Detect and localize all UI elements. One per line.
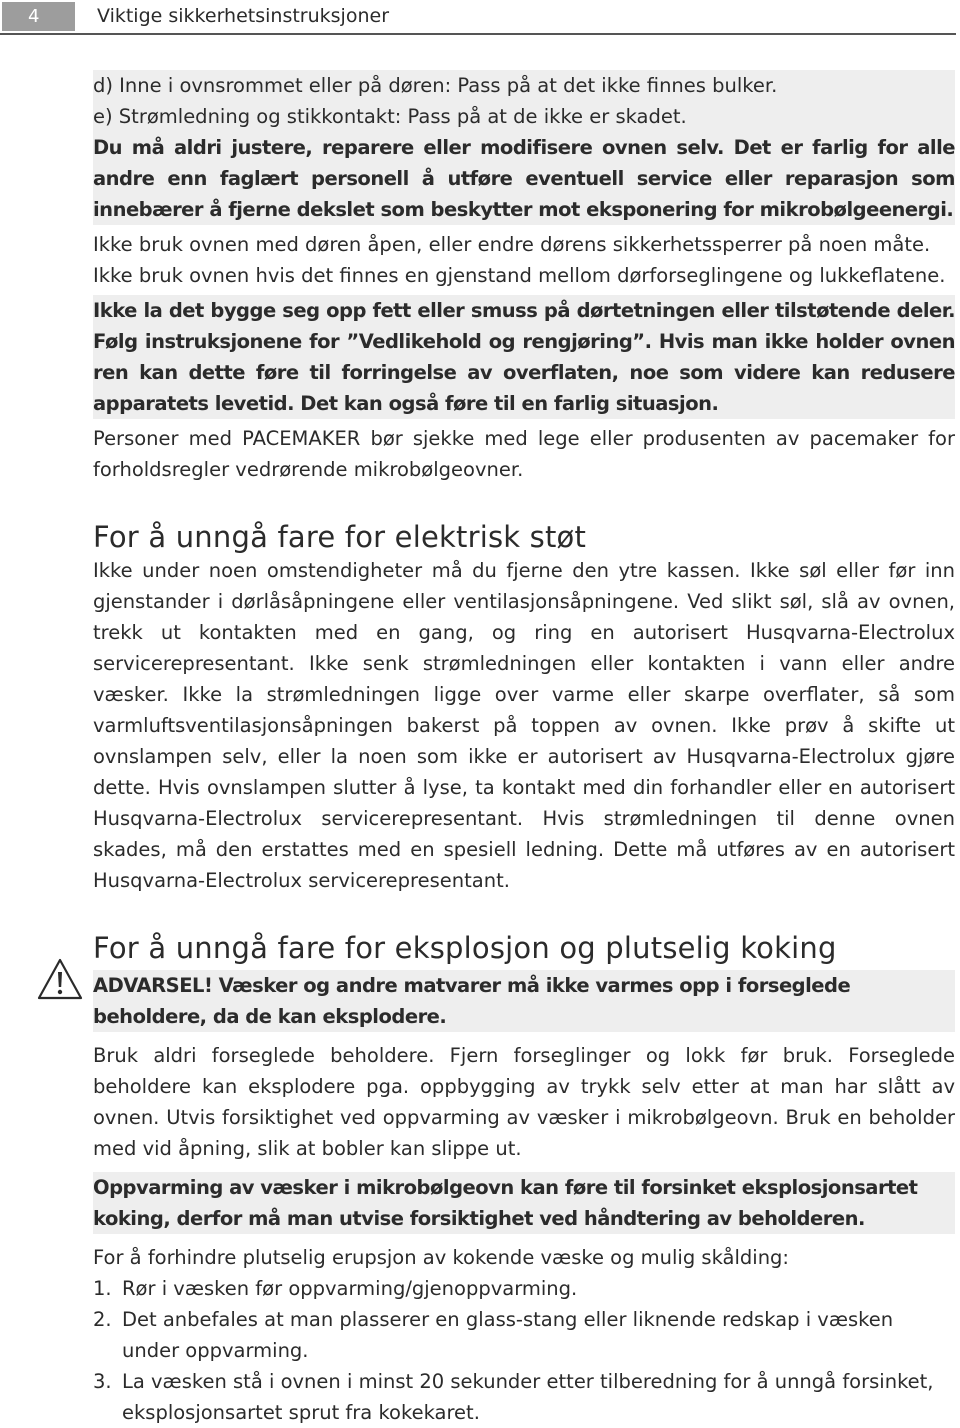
list-item — [93, 1366, 955, 1428]
page-number: 4 — [2, 2, 75, 31]
door-object-warning: Ikke bruk ovnen hvis det finnes en gjenstand mellom dørforseglingene og lukkeflatene. — [93, 264, 946, 287]
step-text: La væsken stå i ovnen i minst 20 sekunder etter tilberedning for å unngå forsinket, eksplosjonsartet sprut fra kokekaret. — [122, 1370, 934, 1424]
step-number: 2. — [93, 1308, 112, 1331]
shaded-block-grease — [93, 295, 955, 419]
shaded-block-advarsel — [93, 970, 955, 1032]
heading-explosion: For å unngå fare for eksplosjon og plutselig koking — [93, 931, 837, 965]
repair-warning: Du må aldri justere, reparere eller modifisere ovnen selv. Det er farlig for alle andre enn faglært personell å utføre eventuell service eller reparasjon som innebærer å fjerne dekslet som beskytter mot eksponering for mikrobølgeenergi. — [93, 136, 955, 221]
step-text: Rør i væsken før oppvarming/gjenoppvarming. — [122, 1277, 578, 1300]
check-item-d: d) Inne i ovnsrommet eller på døren: Pass på at det ikke finnes bulker. — [93, 74, 778, 97]
list-item — [93, 1273, 955, 1304]
shaded-block-checks — [93, 70, 955, 225]
heading-electric-shock: For å unngå fare for elektrisk støt — [93, 520, 587, 554]
step-number: 3. — [93, 1370, 112, 1393]
pacemaker-note: Personer med PACEMAKER bør sjekke med lege eller produsenten av pacemaker for forholdsregler vedrørende mikrobølgeovner. — [93, 427, 955, 481]
page-header — [0, 0, 960, 34]
shaded-block-delayed — [93, 1172, 955, 1234]
list-item — [93, 1304, 955, 1366]
prevention-steps — [93, 1273, 955, 1428]
warning-triangle-icon — [37, 958, 83, 1000]
check-item-e: e) Strømledning og stikkontakt: Pass på at de ikke er skadet. — [93, 105, 687, 128]
delayed-boiling-warning: Oppvarming av væsker i mikrobølgeovn kan føre til forsinket eksplosjonsartet koking, derfor må man utvise forsiktighet ved håndtering av beholderen. — [93, 1176, 918, 1230]
step-number: 1. — [93, 1277, 112, 1300]
page-title: Viktige sikkerhetsinstruksjoner — [97, 5, 390, 27]
grease-warning: Ikke la det bygge seg opp fett eller smuss på dørtetningen eller tilstøtende deler. Følg instruksjonene for ”Vedlikehold og rengjøring”. Hvis man ikke holder ovnen ren kan dette føre til forringelse av overflaten, noe som videre kan redusere apparatets levetid. Det kan også føre til en farlig situasjon. — [93, 299, 955, 415]
electric-shock-text: Ikke under noen omstendigheter må du fjerne den ytre kassen. Ikke søl eller før inn gjenstander i dørlåsåpningene eller ventilasjonsåpningene. Ved slikt søl, slå av ovnen, trekk ut kontakten med en gang, og ring en autorisert Husqvarna-Electrolux servicerepresentant. Ikke senk strømledningen eller kontakten i vann eller andre væsker. Ikke la strømledningen ligge over varme eller skarpe overflater, så som varmluftsventilasjonsåpningen bakerst på toppen av ovnen. Ikke prøv å skifte ut ovnslampen selv, eller la noen som ikke er autorisert av Husqvarna-Electrolux gjøre dette. Hvis ovnslampen slutter å lyse, ta kontakt med din forhandler eller en autorisert Husqvarna-Electrolux servicerepresentant. Hvis strømledningen til denne ovnen skades, må den erstattes med en spesiell ledning. Dette må utføres av en autorisert Husqvarna-Electrolux servicerepresentant. — [93, 559, 955, 892]
step-text: Det anbefales at man plasserer en glass-stang eller liknende redskap i væsken under oppvarming. — [122, 1308, 894, 1362]
sealed-containers-text: Bruk aldri forseglede beholdere. Fjern forseglinger og lokk før bruk. Forseglede beholdere kan eksplodere pga. oppbygging av trykk selv etter at man har slått av ovnen. Utvis forsiktighet ved oppvarming av væsker i mikrobølgeovn. Bruk en beholder med vid åpning, slik at bobler kan slippe ut. — [93, 1044, 955, 1160]
page-body — [93, 70, 955, 1428]
prevention-intro: For å forhindre plutselig erupsjon av kokende væske og mulig skålding: — [93, 1246, 790, 1269]
door-open-warning: Ikke bruk ovnen med døren åpen, eller endre dørens sikkerhetssperrer på noen måte. — [93, 233, 931, 256]
advarsel-warning: ADVARSEL! Væsker og andre matvarer må ikke varmes opp i forseglede beholdere, da de kan eksplodere. — [93, 974, 851, 1028]
header-divider — [0, 33, 956, 35]
